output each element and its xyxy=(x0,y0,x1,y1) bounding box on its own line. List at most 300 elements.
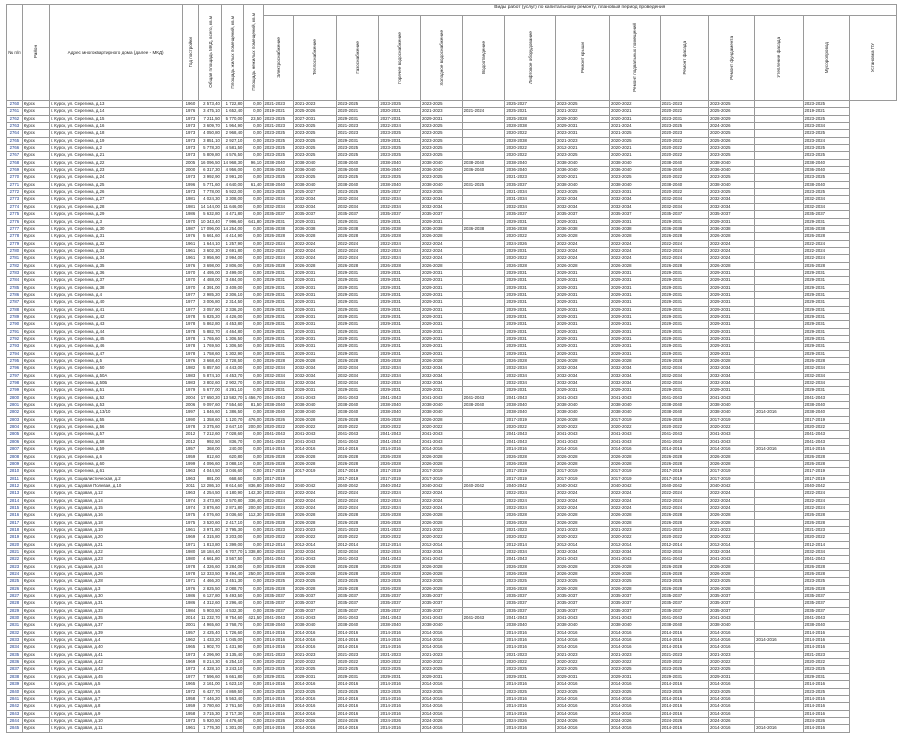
district-cell: Курск xyxy=(22,637,49,644)
value-cell xyxy=(462,291,505,298)
value-cell: 2026-2028 xyxy=(803,563,849,570)
value-cell: 2029-2031 xyxy=(610,218,661,225)
address-cell: г. Курск, ул. Серегина, д.27 xyxy=(49,196,182,203)
value-cell: 16 096,50 xyxy=(200,159,220,165)
address-cell: г. Курск, ул. Серегина, д.50Б xyxy=(49,380,182,387)
row-number-cell: 2835 xyxy=(7,651,23,658)
value-cell: 2021-2024 xyxy=(462,108,505,115)
value-cell: 2023-2025 xyxy=(556,189,610,196)
value-cell: 1970 xyxy=(182,277,199,284)
value-cell: 2023-2025 xyxy=(803,688,849,695)
district-cell: Курск xyxy=(22,526,49,533)
value-cell: 2021-2023 xyxy=(293,526,336,533)
value-cell: 4 044,50 xyxy=(199,468,222,475)
value-cell: 2035-2037 xyxy=(709,211,755,218)
value-cell: 0,00 xyxy=(244,108,263,115)
table-row xyxy=(7,651,897,658)
value-cell: 2014-2016 xyxy=(803,637,849,644)
value-cell: 368,00 xyxy=(199,446,222,453)
value-cell: 5 857,50 xyxy=(199,365,222,372)
table-row xyxy=(7,409,897,416)
value-cell: 13 582,70 xyxy=(223,394,243,400)
value-cell: 2023-2025 xyxy=(660,578,708,585)
address-cell: г. Курск, ул. Серегина, д.14 xyxy=(49,108,182,115)
value-cell: 2020-2022 xyxy=(660,174,708,181)
value-cell: 3 971,80 xyxy=(199,526,222,533)
value-cell: 2029-2031 xyxy=(421,350,463,357)
value-cell: 2026-2028 xyxy=(263,519,293,526)
value-cell: 2017-2019 xyxy=(379,468,421,475)
value-cell: 2040-2042 xyxy=(336,482,379,489)
value-cell: 2020-2023 xyxy=(660,130,708,137)
value-cell: 1 301,00 xyxy=(221,725,244,732)
address-cell: г. Курск, ул. Садовая, д.33 xyxy=(49,607,182,614)
value-cell: 2014-2016 xyxy=(556,637,610,644)
district-cell: Курск xyxy=(22,475,49,482)
value-cell: 2 795,30 xyxy=(221,526,244,533)
value-cell: 6 254,10 xyxy=(221,659,244,666)
value-cell: 2023-2025 xyxy=(505,578,556,585)
value-cell: 2029-2031 xyxy=(293,336,336,343)
value-cell: 2032-2034 xyxy=(263,365,293,372)
value-cell: 2029-2031 xyxy=(709,336,755,343)
value-cell: 1973 xyxy=(182,145,199,152)
value-cell: 2029-2031 xyxy=(505,673,556,680)
value-cell xyxy=(755,387,803,394)
value-cell: 2023-2025 xyxy=(421,688,463,695)
header-col-6: Газоснабжение xyxy=(336,16,379,101)
value-cell: 2032-2034 xyxy=(556,548,610,555)
value-cell: 2026-2028 xyxy=(421,571,463,578)
value-cell: 2035-2037 xyxy=(336,593,379,600)
value-cell: 2036-2040 xyxy=(556,167,610,174)
value-cell: 2 994,00 xyxy=(221,255,244,262)
district-cell: Курск xyxy=(22,211,49,218)
value-cell: 2017-2019 xyxy=(803,468,849,475)
value-cell: 1982 xyxy=(182,365,199,372)
value-cell: 2022-2024 xyxy=(379,240,421,247)
address-cell: г. Курск, ул. Серегина, д.50А xyxy=(49,372,182,379)
value-cell: 2024-2026 xyxy=(421,717,463,724)
value-cell: 2026-2028 xyxy=(505,585,556,592)
value-cell: 2024-2026 xyxy=(505,717,556,724)
value-cell: 1 652,40 xyxy=(221,108,244,115)
value-cell: 2026-2028 xyxy=(660,460,708,467)
value-cell: 2026-2028 xyxy=(421,262,463,269)
row-number-cell: 2760 xyxy=(7,101,23,108)
value-cell: 2026-2028 xyxy=(660,519,708,526)
value-cell: 2029-2031 xyxy=(263,299,293,306)
value-cell: 2035-2037 xyxy=(263,607,293,614)
value-cell: 2017-2019 xyxy=(556,475,610,482)
value-cell: 2029-2031 xyxy=(556,336,610,343)
value-cell: 2026-2028 xyxy=(293,262,336,269)
value-cell: 2014-2016 xyxy=(610,644,661,651)
value-cell: 2029-2031 xyxy=(293,284,336,291)
value-cell: 2023-2025 xyxy=(709,145,755,152)
value-cell: 1 431,90 xyxy=(221,644,244,651)
value-cell: 2032-2034 xyxy=(556,365,610,372)
address-cell: г. Курск, ул. Серегина, д.57 xyxy=(49,431,182,438)
value-cell: 2019-2021 xyxy=(803,108,849,115)
value-cell: 1972 xyxy=(182,688,199,695)
value-cell: 0,00 xyxy=(244,659,263,666)
value-cell: 2035-2037 xyxy=(556,211,610,218)
value-cell: 1983 xyxy=(182,372,199,379)
value-cell: 2029-2031 xyxy=(421,343,463,350)
value-cell: 2038-2040 xyxy=(379,622,421,629)
value-cell xyxy=(462,115,505,122)
value-cell: 2022-2024 xyxy=(556,497,610,504)
value-cell: 2023-2025 xyxy=(293,688,336,695)
value-cell: 2029-2031 xyxy=(660,321,708,328)
value-cell: 2029-2031 xyxy=(293,387,336,394)
value-cell: 2021-2024 xyxy=(610,123,661,130)
value-cell: 2032-2034 xyxy=(293,380,336,387)
value-cell: 2023-2025 xyxy=(336,189,379,196)
value-cell xyxy=(755,262,803,269)
value-cell: 2021-2023 xyxy=(379,651,421,658)
value-cell: 7 212,60 xyxy=(199,431,222,438)
value-cell xyxy=(755,504,803,511)
value-cell: 1978 xyxy=(182,313,199,320)
value-cell: 2035-2037 xyxy=(379,600,421,607)
value-cell: 2017-2019 xyxy=(660,475,708,482)
value-cell: 2023-2025 xyxy=(803,189,849,196)
row-number-cell: 2802 xyxy=(7,409,23,416)
value-cell xyxy=(755,240,803,247)
value-cell: 240,00 xyxy=(221,446,244,453)
value-cell: 2035-2037 xyxy=(336,600,379,607)
value-cell: 0,00 xyxy=(244,380,263,387)
value-cell: 2029-2031 xyxy=(336,350,379,357)
value-cell: 2023-2025 xyxy=(421,666,463,673)
value-cell: 2029-2031 xyxy=(660,269,708,276)
district-cell: Курск xyxy=(22,203,49,210)
value-cell xyxy=(755,438,803,445)
value-cell: 2022-2024 xyxy=(293,255,336,262)
value-cell xyxy=(755,453,803,460)
table-row xyxy=(7,203,897,210)
value-cell: 2023-2024 xyxy=(803,137,849,144)
value-cell: 4 024,30 xyxy=(199,196,222,203)
value-cell: 2 761,50 xyxy=(221,703,244,710)
value-cell: 2014-2016 xyxy=(336,446,379,453)
value-cell: 5 874,10 xyxy=(199,372,222,379)
value-cell: 2029-2031 xyxy=(263,269,293,276)
header-col-14: Ремонт фундамента xyxy=(709,16,755,101)
value-cell: 2026-2028 xyxy=(660,563,708,570)
value-cell: 2029-2031 xyxy=(505,387,556,394)
value-cell: 2032-2034 xyxy=(660,196,708,203)
value-cell: 2022-2024 xyxy=(610,255,661,262)
address-cell: г. Курск, ул. Серегина, д.19 xyxy=(49,137,182,144)
value-cell: 2021-2023 xyxy=(263,101,293,108)
value-cell xyxy=(462,438,505,445)
value-cell: 2029-2031 xyxy=(505,350,556,357)
value-cell: 0,00 xyxy=(244,284,263,291)
district-cell: Курск xyxy=(22,695,49,702)
address-cell: г. Курск, ул. Серегина, д.61 xyxy=(49,468,182,475)
address-cell: г. Курск, ул. Садовая, д.14 xyxy=(49,497,182,504)
value-cell: 2029-2031 xyxy=(336,284,379,291)
value-cell: 2036-2040 xyxy=(336,167,379,174)
address-cell: г. Курск, ул. Садовая, д.43 xyxy=(49,666,182,673)
value-cell: 2022-2024 xyxy=(709,255,755,262)
district-cell: Курск xyxy=(22,269,49,276)
table-row xyxy=(7,262,897,269)
value-cell xyxy=(462,284,505,291)
value-cell: 2038-2040 xyxy=(803,402,849,409)
value-cell: 2032-2034 xyxy=(660,372,708,379)
value-cell: 3 308,00 xyxy=(221,196,244,203)
value-cell: 2035-2037 xyxy=(610,607,661,614)
value-cell xyxy=(462,504,505,511)
value-cell: 14 144,00 xyxy=(200,203,220,209)
value-cell: 1990 xyxy=(182,416,199,423)
value-cell: 2014-2016 xyxy=(556,681,610,688)
value-cell xyxy=(755,659,803,666)
value-cell: 2032-2034 xyxy=(610,365,661,372)
value-cell: 2029-2031 xyxy=(379,343,421,350)
value-cell: 0,00 xyxy=(244,637,263,644)
value-cell: 2036-2040 xyxy=(505,167,556,174)
district-cell: Курск xyxy=(22,152,49,159)
header-col-5: Теплоснабжение xyxy=(293,16,336,101)
value-cell xyxy=(462,431,505,438)
value-cell: 2024-2026 xyxy=(293,717,336,724)
value-cell xyxy=(462,637,505,644)
address-cell: г. Курск, ул. Садовая, д.8 xyxy=(49,703,182,710)
value-cell: 2026-2028 xyxy=(379,460,421,467)
value-cell: 2038-2040 xyxy=(610,159,661,166)
value-cell: 4 315,80 xyxy=(199,534,222,541)
row-number-cell: 2838 xyxy=(7,673,23,680)
value-cell: 2017-2019 xyxy=(803,416,849,423)
value-cell: 2023-2025 xyxy=(421,137,463,144)
value-cell: 2020-2022 xyxy=(709,534,755,541)
value-cell: 4 869,50 xyxy=(221,688,244,695)
value-cell: 2023-2025 xyxy=(803,130,849,137)
value-cell: 2032-2034 xyxy=(336,365,379,372)
value-cell: 1969 xyxy=(182,659,199,666)
value-cell: 2026-2028 xyxy=(421,358,463,365)
value-cell: 1973 xyxy=(182,651,199,658)
value-cell: 2038-2040 xyxy=(660,159,708,166)
value-cell: 2023-2025 xyxy=(803,145,849,152)
value-cell: 2029-2031 xyxy=(709,306,755,313)
value-cell: 2029-2031 xyxy=(379,277,421,284)
value-cell: 12 333,50 xyxy=(200,571,220,576)
value-cell xyxy=(755,358,803,365)
value-cell: 2035-2037 xyxy=(505,211,556,218)
value-cell: 2025-2026 xyxy=(263,416,293,423)
value-cell: 2022-2024 xyxy=(610,497,661,504)
row-number-cell: 2813 xyxy=(7,490,23,497)
value-cell: 1978 xyxy=(182,328,199,335)
value-cell: 2022-2024 xyxy=(660,247,708,254)
value-cell: 2026-2028 xyxy=(421,416,463,423)
header-address: Адрес многоквартирного дома (далее - МКД) xyxy=(49,5,182,101)
value-cell: 2023-2025 xyxy=(336,174,379,181)
district-cell: Курск xyxy=(22,556,49,563)
value-cell: 2026-2028 xyxy=(803,519,849,526)
value-cell: 2005 xyxy=(182,159,199,166)
district-cell: Курск xyxy=(22,145,49,152)
value-cell: 2024-2026 xyxy=(803,717,849,724)
value-cell: 2023-2025 xyxy=(336,145,379,152)
row-number-cell: 2833 xyxy=(7,637,23,644)
value-cell: 2012-2014 xyxy=(709,541,755,548)
value-cell: 2022-2024 xyxy=(803,240,849,247)
value-cell xyxy=(462,269,505,276)
value-cell: 3 375,60 xyxy=(199,424,222,431)
value-cell xyxy=(755,269,803,276)
value-cell: 2041-2043 xyxy=(336,431,379,438)
value-cell: 2012 xyxy=(182,431,199,438)
address-cell: г. Курск, ул. Серегина, д.26 xyxy=(49,189,182,196)
value-cell: 0,00 xyxy=(244,277,263,284)
value-cell: 2020-2021 xyxy=(610,152,661,159)
value-cell xyxy=(462,196,505,203)
district-cell: Курск xyxy=(22,313,49,320)
value-cell: 1977 xyxy=(182,299,199,306)
value-cell xyxy=(462,725,505,732)
value-cell: 2025-2027 xyxy=(293,189,336,196)
value-cell: 2026-2028 xyxy=(336,233,379,240)
value-cell: 2021-2023 xyxy=(379,526,421,533)
value-cell: 2038-2040 xyxy=(709,159,755,166)
row-number-cell: 2763 xyxy=(7,123,23,130)
address-cell: г. Курск, ул. Серегина, д.56 xyxy=(49,424,182,431)
value-cell: 2035-2037 xyxy=(263,600,293,607)
value-cell: 0,00 xyxy=(244,409,263,416)
value-cell: 2029-2031 xyxy=(709,350,755,357)
value-cell: 2029-2031 xyxy=(610,321,661,328)
value-cell xyxy=(462,152,505,159)
address-cell: г. Курск, ул. Серегина, д.31 xyxy=(49,233,182,240)
row-number-cell: 2831 xyxy=(7,622,23,629)
value-cell: 0,00 xyxy=(244,291,263,298)
value-cell: 2040-2042 xyxy=(462,482,505,489)
value-cell: 2029-2031 xyxy=(379,321,421,328)
value-cell: 2029-2031 xyxy=(421,277,463,284)
value-cell: 2029-2031 xyxy=(610,343,661,350)
value-cell: 2014-2016 xyxy=(336,703,379,710)
value-cell xyxy=(462,101,505,108)
value-cell: 1965 xyxy=(182,644,199,651)
table-row xyxy=(7,629,897,636)
value-cell: 1987 xyxy=(182,225,199,232)
value-cell: 2029-2031 xyxy=(803,306,849,313)
header-col-1: Общая площадь МКД, всего, кв.м xyxy=(199,5,222,101)
value-cell: 2029-2031 xyxy=(263,387,293,394)
table-row xyxy=(7,504,897,511)
value-cell: 2025-2026 xyxy=(709,137,755,144)
table-row xyxy=(7,321,897,328)
value-cell: 2029-2031 xyxy=(505,343,556,350)
value-cell: 2029-2031 xyxy=(803,321,849,328)
value-cell: 0,00 xyxy=(244,644,263,651)
value-cell: 2022-2024 xyxy=(379,255,421,262)
value-cell xyxy=(755,666,803,673)
value-cell: 2026-2028 xyxy=(293,460,336,467)
value-cell xyxy=(755,130,803,137)
value-cell: 2041-2043 xyxy=(709,431,755,438)
value-cell: 2020-2022 xyxy=(379,534,421,541)
value-cell: 2022-2024 xyxy=(803,497,849,504)
value-cell: 3 475,10 xyxy=(199,108,222,115)
row-number-cell: 2794 xyxy=(7,350,23,357)
value-cell xyxy=(755,284,803,291)
value-cell xyxy=(462,512,505,519)
value-cell xyxy=(755,460,803,467)
value-cell: 2026-2028 xyxy=(421,519,463,526)
value-cell: 2029-2031 xyxy=(709,299,755,306)
value-cell: 2032-2034 xyxy=(660,380,708,387)
value-cell: 0,00 xyxy=(244,585,263,592)
value-cell: 1 456,70 xyxy=(244,394,262,400)
value-cell: 2041-2043 xyxy=(293,615,336,622)
district-cell: Курск xyxy=(22,541,49,548)
value-cell: 2026-2028 xyxy=(709,563,755,570)
value-cell: 2032-2034 xyxy=(660,365,708,372)
value-cell: 3 203,00 xyxy=(221,534,244,541)
value-cell: 3 036,60 xyxy=(221,512,244,519)
value-cell: 2020-2022 xyxy=(293,659,336,666)
value-cell: 3 006,80 xyxy=(199,299,222,306)
value-cell: 2029-2031 xyxy=(379,673,421,680)
value-cell: 2023-2025 xyxy=(293,137,336,144)
value-cell: 1 726,60 xyxy=(221,629,244,636)
value-cell: 2029-2031 xyxy=(709,284,755,291)
value-cell: 2021-2022 xyxy=(556,108,610,115)
value-cell: 2038-2040 xyxy=(610,402,661,409)
value-cell: 2041-2043 xyxy=(293,431,336,438)
value-cell: 2017-2019 xyxy=(709,416,755,423)
value-cell: 1970 xyxy=(182,218,199,225)
value-cell: 2029-2031 xyxy=(610,299,661,306)
value-cell: 3 284,00 xyxy=(221,563,244,570)
value-cell: 0,00 xyxy=(244,541,263,548)
value-cell: 2038-2040 xyxy=(556,181,610,188)
value-cell: 2014-2016 xyxy=(505,629,556,636)
value-cell xyxy=(462,350,505,357)
value-cell: 1957 xyxy=(182,446,199,453)
value-cell: 2029-2031 xyxy=(379,284,421,291)
value-cell: 1976 xyxy=(182,585,199,592)
value-cell: 3 851,10 xyxy=(199,137,222,144)
address-cell: г. Курск, ул. Серегина, д.52 xyxy=(49,394,182,401)
value-cell: 2022-2024 xyxy=(660,240,708,247)
value-cell: 4 391,00 xyxy=(199,284,222,291)
value-cell xyxy=(462,526,505,533)
row-number-cell: 2793 xyxy=(7,343,23,350)
value-cell: 2029-2031 xyxy=(556,350,610,357)
value-cell: 2023-2025 xyxy=(709,152,755,159)
value-cell: 2041-2043 xyxy=(803,615,849,622)
value-cell xyxy=(462,255,505,262)
value-cell: 2040-2042 xyxy=(556,482,610,489)
value-cell: 2021-2023 xyxy=(293,651,336,658)
value-cell: 2014-2016 xyxy=(379,446,421,453)
address-cell: г. Курск, ул. Серегина, д.42 xyxy=(49,313,182,320)
row-number-cell: 2836 xyxy=(7,659,23,666)
row-number-cell: 2779 xyxy=(7,240,23,247)
value-cell: 2024-2026 xyxy=(336,717,379,724)
row-number-cell: 2840 xyxy=(7,688,23,695)
value-cell: 0,00 xyxy=(244,306,263,313)
